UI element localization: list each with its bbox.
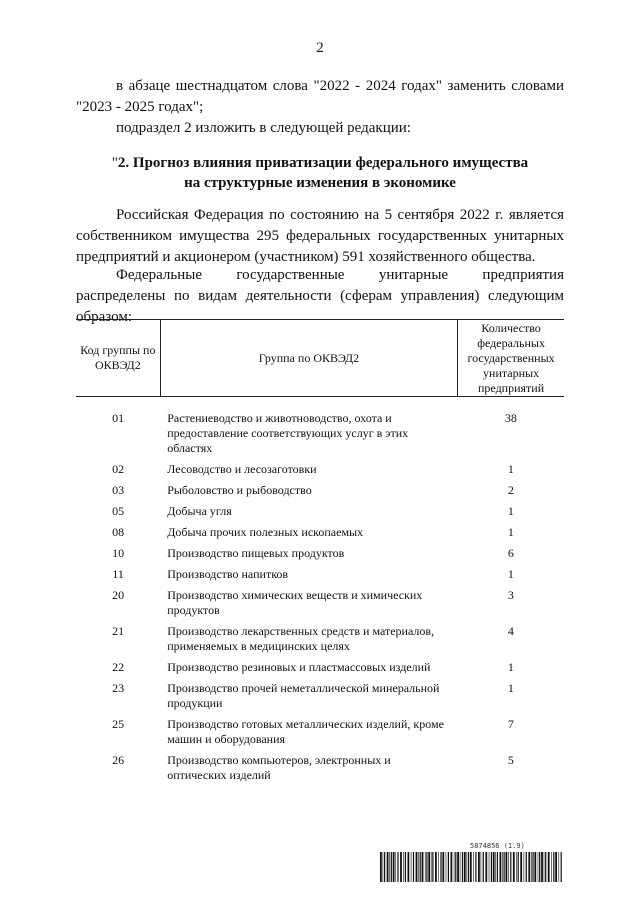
barcode-bar (524, 852, 525, 882)
table-row (76, 753, 564, 789)
barcode-bar (391, 852, 392, 882)
row-group-name: Производство резиновых и пластмассовых изделий (167, 660, 431, 674)
table-row (76, 681, 564, 717)
barcode-bar (426, 852, 427, 882)
barcode-bar (393, 852, 395, 882)
barcode-bar (532, 852, 533, 882)
barcode-bar (432, 852, 433, 882)
barcode-bar (531, 852, 532, 882)
table-row (76, 588, 564, 624)
barcode-bar (561, 852, 562, 882)
paragraph-amendment-1: в абзаце шестнадцатом слова "2022 - 2024 годах" заменить словами "2023 - 2025 годах"; (76, 78, 564, 115)
barcode-bar (400, 852, 402, 882)
row-count: 5 (507, 753, 514, 767)
row-count: 38 (504, 411, 517, 425)
row-code: 21 (112, 624, 125, 638)
heading-line-2: на структурные изменения в экономике (184, 175, 456, 191)
barcode-bar (481, 852, 482, 882)
barcode-bar (384, 852, 385, 882)
barcode-bar (448, 852, 449, 882)
barcode-bar (413, 852, 414, 882)
row-code: 10 (112, 546, 125, 560)
barcode-bar (493, 852, 495, 882)
table-row (76, 504, 564, 525)
row-group-name: Производство компьютеров, электронных и оптических изделий (167, 753, 391, 782)
row-group-name: Производство напитков (167, 567, 289, 581)
barcode-bar (464, 852, 466, 882)
page-number: 2 (316, 40, 324, 56)
row-count: 1 (507, 525, 514, 539)
barcode-bar (541, 852, 543, 882)
barcode-bar (485, 852, 487, 882)
barcode-bar (408, 852, 410, 882)
barcode-bar (462, 852, 463, 882)
barcode-bar (455, 852, 456, 882)
table-header-row (76, 320, 564, 397)
barcode-bar (520, 852, 522, 882)
paragraph-amendment-2: подраздел 2 изложить в следующей редакции: (116, 120, 411, 136)
barcode-bar (460, 852, 461, 882)
table-row (76, 483, 564, 504)
barcode-bar (551, 852, 552, 882)
barcode-bar (513, 852, 515, 882)
barcode-bar (491, 852, 492, 882)
barcode-bar (500, 852, 502, 882)
header-group: Группа по ОКВЭД2 (160, 320, 457, 397)
row-group-name: Лесоводство и лесозаготовки (167, 462, 317, 476)
barcode-bar (555, 852, 557, 882)
barcode-bar (467, 852, 468, 882)
row-code: 01 (112, 411, 125, 425)
row-code: 26 (112, 753, 125, 767)
barcode-bar (440, 852, 441, 882)
row-code: 23 (112, 681, 125, 695)
row-code: 20 (112, 588, 125, 602)
barcode-bar (489, 852, 490, 882)
barcode-bar (422, 852, 424, 882)
row-count: 1 (507, 504, 514, 518)
barcode-bar (438, 852, 439, 882)
barcode-bar (475, 852, 476, 882)
barcode-bar (534, 852, 536, 882)
row-count: 7 (507, 717, 514, 731)
row-code: 22 (112, 660, 125, 674)
barcode-bar (526, 852, 527, 882)
barcode-bar (545, 852, 546, 882)
barcode-bar (510, 852, 511, 882)
barcode-bar (483, 852, 484, 882)
barcode-bar (418, 852, 419, 882)
row-count: 1 (507, 567, 514, 581)
barcode-bar (516, 852, 517, 882)
barcode-bar (387, 852, 389, 882)
barcode-bar (425, 852, 426, 882)
barcode-bar (497, 852, 498, 882)
barcode-bar (478, 852, 480, 882)
row-count: 1 (507, 462, 514, 476)
header-code: Код группы по ОКВЭД2 (76, 320, 160, 397)
paragraph-ownership: Российская Федерация по состоянию на 5 сентября 2022 г. является собственником имущества 295 федеральных государственных унитарных предприятий и акционером (участником) 591 хозяйственного общества. (76, 207, 564, 265)
table-row (76, 462, 564, 483)
barcode-bar (380, 852, 382, 882)
barcode-bar (416, 852, 418, 882)
table-row (76, 567, 564, 588)
table-row (76, 411, 564, 462)
paragraph-distribution: Федеральные государственные унитарные предприятия распределены по видам деятельности (сферам управления) следующим образом: (76, 267, 564, 325)
header-count: Количество федеральных государственных унитарных предприятий (458, 320, 564, 397)
barcode-bar (495, 852, 496, 882)
row-code: 03 (112, 483, 125, 497)
barcode-bar (502, 852, 503, 882)
barcode-bar (473, 852, 474, 882)
row-count: 4 (507, 624, 514, 638)
barcode-bar (468, 852, 469, 882)
heading-line-1 (76, 153, 564, 173)
table-row (76, 717, 564, 753)
table-row (76, 546, 564, 567)
row-count: 3 (507, 588, 514, 602)
row-group-name: Производство пищевых продуктов (167, 546, 345, 560)
barcode-bar (508, 852, 509, 882)
barcode-bar (405, 852, 406, 882)
row-code: 11 (112, 567, 124, 581)
table-row (76, 660, 564, 681)
row-group-name: Производство прочей неметаллической минеральной продукции (167, 681, 440, 710)
row-count: 1 (507, 660, 514, 674)
barcode-bar (446, 852, 447, 882)
enterprises-table (76, 319, 564, 789)
barcode-bar (411, 852, 412, 882)
barcode-bar (442, 852, 444, 882)
barcode-bar (383, 852, 384, 882)
barcode-bar (544, 852, 545, 882)
barcode-bar (420, 852, 421, 882)
barcode-bar (457, 852, 459, 882)
row-group-name: Производство готовых металлических изделий, кроме машин и оборудования (167, 717, 444, 746)
barcode-bar (559, 852, 560, 882)
row-count: 2 (507, 483, 514, 497)
heading-line-1-text: 2. Прогноз влияния приватизации федерального имущества (117, 155, 529, 171)
barcode-bar (548, 852, 550, 882)
barcode-bar (539, 852, 540, 882)
barcode-bar (389, 852, 390, 882)
barcode-bar (428, 852, 430, 882)
row-code: 08 (112, 525, 125, 539)
row-group-name: Растениеводство и животноводство, охота и предоставление соответствующих услуг в этих областях (167, 411, 409, 455)
row-group-name: Рыболовство и рыбоводство (167, 483, 312, 497)
row-count: 1 (507, 681, 514, 695)
table-row (76, 525, 564, 546)
row-group-name: Добыча угля (167, 504, 232, 518)
barcode-bar (431, 852, 432, 882)
barcode-image (380, 852, 565, 882)
barcode-label: 5874856 (1.9) (470, 842, 525, 850)
barcode-bar (397, 852, 398, 882)
barcode-bar (454, 852, 455, 882)
barcode-bar (470, 852, 472, 882)
row-count: 6 (507, 546, 514, 560)
barcode-bar (435, 852, 437, 882)
barcode-bar (528, 852, 530, 882)
barcode-bar (403, 852, 404, 882)
barcode-bar (518, 852, 519, 882)
section-heading (76, 153, 564, 193)
barcode-bar (395, 852, 396, 882)
barcode-bar (504, 852, 505, 882)
row-group-name: Производство химических веществ и химических продуктов (167, 588, 423, 617)
row-code: 05 (112, 504, 125, 518)
row-code: 25 (112, 717, 125, 731)
heading-quote: " (111, 155, 118, 171)
row-group-name: Добыча прочих полезных ископаемых (167, 525, 364, 539)
row-group-name: Производство лекарственных средств и материалов, применяемых в медицинских целях (167, 624, 435, 653)
barcode-bar (451, 852, 453, 882)
table-row (76, 624, 564, 660)
barcode-bar (506, 852, 508, 882)
row-code: 02 (112, 462, 125, 476)
barcode-bar (538, 852, 539, 882)
barcode-bar (553, 852, 554, 882)
